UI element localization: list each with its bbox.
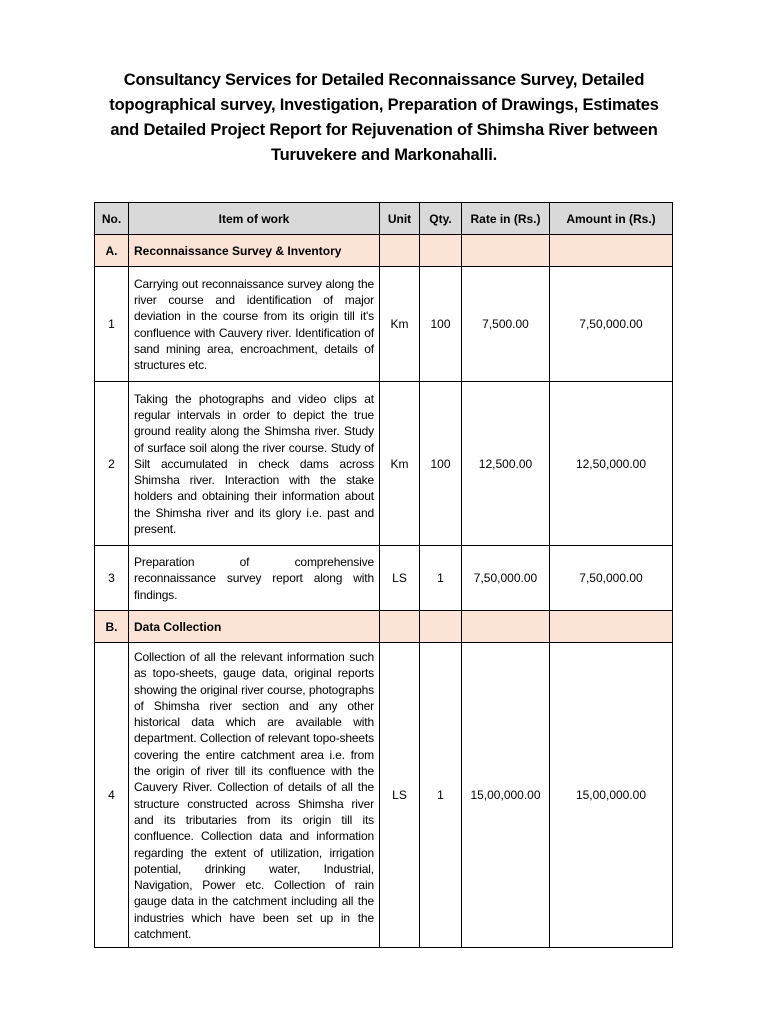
- header-unit: Unit: [380, 203, 420, 235]
- section-label: A.: [95, 235, 129, 267]
- table-header-row: [95, 203, 673, 235]
- row-description: Preparation of comprehensive reconnaissance survey report along with findings.: [129, 546, 380, 611]
- header-item-of-work: Item of work: [129, 203, 380, 235]
- section-row-a: [95, 235, 673, 267]
- row-rate: 7,50,000.00: [462, 546, 550, 611]
- header-amount: Amount in (Rs.): [550, 203, 673, 235]
- table-row: [95, 643, 673, 948]
- row-amount: 7,50,000.00: [550, 546, 673, 611]
- row-amount: 7,50,000.00: [550, 267, 673, 382]
- row-no: 4: [95, 643, 129, 948]
- row-description: Taking the photographs and video clips at regular intervals in order to depict the true ground reality along the Shimsha river. Study of surface soil along the river course. Study of Silt accumulated in check dams across Shimsha river. Interaction with the stake holders and obtaining their information about the Shimsha river and its glory i.e. past and present.: [129, 382, 380, 546]
- document-title: Consultancy Services for Detailed Reconnaissance Survey, Detailed topographical survey, Investigation, Preparation of Drawings, Estimates and Detailed Project Report for Rejuvenation of Shimsha River between Turuvekere and Markonahalli.: [109, 71, 659, 164]
- section-title: Data Collection: [129, 611, 380, 643]
- row-rate: 12,500.00: [462, 382, 550, 546]
- row-qty: 1: [420, 546, 462, 611]
- header-qty: Qty.: [420, 203, 462, 235]
- header-rate: Rate in (Rs.): [462, 203, 550, 235]
- row-unit: LS: [380, 546, 420, 611]
- row-description: Collection of all the relevant information such as topo-sheets, gauge data, original reports showing the original river course, photographs of Shimsha river section and any other historical data which are available with department. Collection of relevant topo-sheets covering the entire catchment area i.e. from the origin of river till its confluence with the Cauvery River. Collection of details of all the structure constructed across Shimsha river and its tributaries from its origin till its confluence. Collection data and information regarding the extent of utilization, irrigation potential, drinking water, Industrial, Navigation, Power etc. Collection of rain gauge data in the catchment including all the industries which have been set up in the catchment.: [129, 643, 380, 948]
- section-title: Reconnaissance Survey & Inventory: [129, 235, 380, 267]
- row-qty: 100: [420, 267, 462, 382]
- row-unit: Km: [380, 267, 420, 382]
- row-amount: 15,00,000.00: [550, 643, 673, 948]
- table-row: [95, 382, 673, 546]
- row-amount: 12,50,000.00: [550, 382, 673, 546]
- row-rate: 7,500.00: [462, 267, 550, 382]
- row-qty: 100: [420, 382, 462, 546]
- bill-of-quantities-table: [94, 202, 673, 948]
- header-no: No.: [95, 203, 129, 235]
- row-unit: LS: [380, 643, 420, 948]
- row-no: 2: [95, 382, 129, 546]
- table-row: [95, 546, 673, 611]
- section-label: B.: [95, 611, 129, 643]
- row-no: 3: [95, 546, 129, 611]
- row-qty: 1: [420, 643, 462, 948]
- row-description: Carrying out reconnaissance survey along the river course and identification of major deviation in the course from its origin till it's confluence with Cauvery river. Identification of sand mining area, encroachment, details of structures etc.: [129, 267, 380, 382]
- section-row-b: [95, 611, 673, 643]
- table-row: [95, 267, 673, 382]
- row-no: 1: [95, 267, 129, 382]
- row-rate: 15,00,000.00: [462, 643, 550, 948]
- row-unit: Km: [380, 382, 420, 546]
